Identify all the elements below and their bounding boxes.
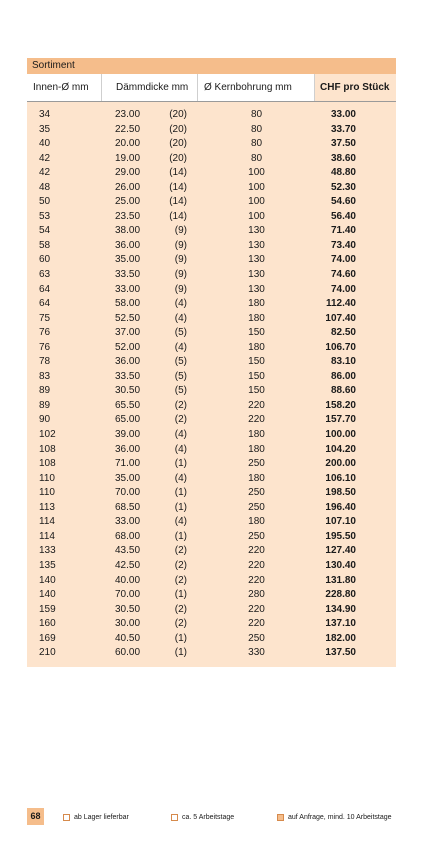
cell-price: 48.80 (330, 167, 356, 179)
cell-inner-diameter: 89 (39, 385, 51, 397)
cell-thickness: 52.00 (115, 341, 141, 353)
cell-inner-diameter: 133 (39, 545, 56, 557)
cell-core-bore: 80 (250, 152, 263, 164)
cell-pack-qty: (14) (169, 196, 187, 208)
cell-inner-diameter: 90 (39, 414, 51, 426)
cell-price: 71.40 (330, 225, 356, 237)
cell-thickness: 30.00 (115, 618, 141, 630)
cell-pack-qty: (4) (174, 516, 187, 528)
cell-core-bore: 220 (248, 399, 265, 411)
cell-pack-qty: (4) (174, 472, 187, 484)
cell-inner-diameter: 110 (39, 472, 55, 484)
cell-insulation (102, 559, 198, 574)
cell-insulation (102, 181, 198, 196)
cell-insulation (102, 210, 198, 225)
table-row (27, 312, 396, 327)
cell-core-bore: 280 (248, 589, 265, 601)
table-row (27, 530, 396, 545)
cell-insulation (102, 224, 198, 239)
cell-price: 38.60 (330, 152, 356, 164)
cell-insulation (102, 530, 198, 545)
table-header (27, 74, 396, 102)
cell-inner-diameter: 76 (39, 327, 51, 339)
cell-insulation (102, 413, 198, 428)
cell-core-bore: 250 (248, 458, 265, 470)
cell-thickness: 43.50 (115, 545, 141, 557)
cell-price: 52.30 (330, 181, 356, 193)
filled-square-icon (277, 814, 284, 821)
cell-core-bore: 100 (248, 210, 265, 222)
cell-pack-qty: (1) (174, 647, 187, 659)
cell-inner-diameter: 114 (39, 516, 55, 528)
cell-insulation (102, 166, 198, 181)
cell-insulation (102, 268, 198, 283)
cell-price: 158.20 (325, 399, 356, 411)
cell-price: 74.00 (330, 283, 356, 295)
table-row (27, 166, 396, 181)
cell-price: 56.40 (330, 210, 356, 222)
table-row (27, 457, 396, 472)
cell-price: 134.90 (325, 603, 356, 615)
table-row (27, 646, 396, 661)
cell-inner-diameter: 78 (39, 356, 51, 368)
table-row (27, 195, 396, 210)
cell-price: 157.70 (325, 414, 356, 426)
cell-pack-qty: (9) (174, 239, 187, 251)
table-row (27, 413, 396, 428)
cell-thickness: 19.00 (115, 152, 141, 164)
cell-insulation (102, 283, 198, 298)
cell-pack-qty: (5) (174, 385, 187, 397)
cell-core-bore: 180 (248, 443, 265, 455)
cell-thickness: 68.50 (115, 501, 141, 513)
table-row (27, 501, 396, 516)
cell-inner-diameter: 60 (39, 254, 51, 266)
cell-price: 37.50 (330, 138, 356, 150)
cell-price: 82.50 (330, 327, 356, 339)
cell-core-bore: 130 (248, 283, 265, 295)
cell-pack-qty: (9) (174, 269, 187, 281)
cell-thickness: 36.00 (115, 239, 141, 251)
cell-pack-qty: (5) (174, 356, 187, 368)
cell-price: 112.40 (325, 298, 356, 310)
table-row (27, 283, 396, 298)
cell-pack-qty: (2) (174, 574, 187, 586)
cell-insulation (102, 297, 198, 312)
cell-pack-qty: (20) (169, 123, 187, 135)
cell-price: 131.80 (325, 574, 356, 586)
cell-pack-qty: (9) (174, 225, 187, 237)
table-row (27, 370, 396, 385)
cell-inner-diameter: 34 (39, 109, 51, 120)
cell-inner-diameter: 40 (39, 138, 51, 150)
cell-inner-diameter: 210 (39, 647, 56, 659)
cell-price: 74.60 (330, 269, 356, 281)
table-row (27, 210, 396, 225)
table-row (27, 297, 396, 312)
table-row (27, 472, 396, 487)
table-row (27, 108, 396, 123)
empty-square-icon (171, 814, 178, 821)
cell-inner-diameter: 42 (39, 152, 51, 164)
page-number: 68 (27, 808, 44, 825)
cell-insulation (102, 632, 198, 647)
cell-price: 83.10 (330, 356, 356, 368)
cell-core-bore: 180 (248, 341, 265, 353)
table-row (27, 443, 396, 458)
table-row (27, 399, 396, 414)
cell-thickness: 23.00 (115, 109, 141, 120)
cell-pack-qty: (4) (174, 298, 187, 310)
cell-insulation (102, 108, 198, 123)
cell-pack-qty: (14) (169, 167, 187, 179)
table-row (27, 574, 396, 589)
table-row (27, 123, 396, 138)
cell-thickness: 60.00 (115, 647, 141, 659)
product-table (27, 58, 396, 667)
table-row (27, 239, 396, 254)
header-core-bore: Ø Kernbohrung mm (198, 74, 315, 101)
cell-insulation (102, 544, 198, 559)
cell-thickness: 40.50 (115, 632, 141, 644)
cell-pack-qty: (2) (174, 603, 187, 615)
cell-thickness: 33.00 (115, 283, 141, 295)
header-inner-diameter: Innen-Ø mm (27, 74, 102, 101)
cell-price: 130.40 (325, 559, 356, 571)
cell-inner-diameter: 113 (39, 501, 55, 513)
legend-five-days-label: ca. 5 Arbeitstage (182, 814, 235, 821)
cell-pack-qty: (1) (174, 589, 187, 601)
cell-price: 200.00 (325, 458, 356, 470)
cell-core-bore: 220 (248, 618, 265, 630)
cell-inner-diameter: 63 (39, 269, 51, 281)
cell-thickness: 36.00 (115, 356, 141, 368)
cell-inner-diameter: 108 (39, 458, 56, 470)
table-row (27, 253, 396, 268)
cell-price: 228.80 (325, 589, 356, 601)
table-row (27, 617, 396, 632)
cell-insulation (102, 486, 198, 501)
cell-core-bore: 150 (248, 370, 265, 382)
cell-price: 33.70 (330, 123, 356, 135)
header-insulation: Dämmdicke mm (102, 74, 198, 101)
cell-insulation (102, 195, 198, 210)
table-row (27, 152, 396, 167)
cell-price: 104.20 (325, 443, 356, 455)
cell-inner-diameter: 114 (39, 530, 55, 542)
cell-price: 137.50 (325, 647, 356, 659)
cell-thickness: 30.50 (115, 603, 141, 615)
cell-inner-diameter: 110 (39, 487, 55, 499)
cell-thickness: 39.00 (115, 429, 141, 441)
cell-price: 73.40 (330, 239, 356, 251)
cell-insulation (102, 341, 198, 356)
table-row (27, 355, 396, 370)
cell-thickness: 26.00 (115, 181, 141, 193)
cell-core-bore: 130 (248, 239, 265, 251)
legend-on-request-label: auf Anfrage, mind. 10 Arbeitstage (288, 814, 392, 821)
cell-inner-diameter: 169 (39, 632, 56, 644)
cell-insulation (102, 370, 198, 385)
cell-core-bore: 130 (248, 269, 265, 281)
cell-core-bore: 220 (248, 574, 265, 586)
empty-square-icon (63, 814, 70, 821)
cell-core-bore: 220 (248, 559, 265, 571)
cell-pack-qty: (5) (174, 370, 187, 382)
cell-pack-qty: (14) (169, 210, 187, 222)
cell-insulation (102, 574, 198, 589)
cell-core-bore: 250 (248, 501, 265, 513)
cell-price: 86.00 (330, 370, 356, 382)
cell-inner-diameter: 58 (39, 239, 51, 251)
table-row (27, 588, 396, 603)
cell-price: 54.60 (330, 196, 356, 208)
cell-pack-qty: (1) (174, 530, 187, 542)
cell-pack-qty: (1) (174, 458, 187, 470)
cell-insulation (102, 239, 198, 254)
cell-insulation (102, 326, 198, 341)
cell-pack-qty: (4) (174, 429, 187, 441)
cell-thickness: 29.00 (115, 167, 141, 179)
cell-pack-qty: (20) (169, 109, 187, 120)
cell-inner-diameter: 35 (39, 123, 51, 135)
cell-inner-diameter: 54 (39, 225, 51, 237)
cell-core-bore: 220 (248, 414, 265, 426)
cell-insulation (102, 137, 198, 152)
cell-inner-diameter: 108 (39, 443, 56, 455)
cell-core-bore: 130 (248, 254, 265, 266)
cell-inner-diameter: 102 (39, 429, 56, 441)
cell-insulation (102, 428, 198, 443)
cell-pack-qty: (5) (174, 327, 187, 339)
cell-pack-qty: (20) (169, 138, 187, 150)
cell-thickness: 33.00 (115, 516, 141, 528)
cell-insulation (102, 457, 198, 472)
table-row (27, 224, 396, 239)
cell-thickness: 33.50 (115, 370, 141, 382)
table-row (27, 428, 396, 443)
cell-insulation (102, 399, 198, 414)
table-row (27, 268, 396, 283)
cell-thickness: 25.00 (115, 196, 141, 208)
cell-pack-qty: (9) (174, 254, 187, 266)
table-body (27, 102, 396, 667)
cell-pack-qty: (4) (174, 341, 187, 353)
cell-pack-qty: (2) (174, 618, 187, 630)
cell-core-bore: 220 (248, 545, 265, 557)
cell-inner-diameter: 159 (39, 603, 56, 615)
cell-core-bore: 150 (248, 385, 265, 397)
cell-core-bore: 250 (248, 487, 265, 499)
cell-pack-qty: (14) (169, 181, 187, 193)
cell-core-bore: 80 (250, 123, 263, 135)
cell-inner-diameter: 135 (39, 559, 56, 571)
cell-thickness: 35.00 (115, 472, 141, 484)
cell-pack-qty: (2) (174, 414, 187, 426)
cell-thickness: 35.00 (115, 254, 141, 266)
cell-inner-diameter: 160 (39, 618, 56, 630)
cell-pack-qty: (1) (174, 487, 187, 499)
cell-price: 107.40 (325, 312, 356, 324)
cell-inner-diameter: 83 (39, 370, 51, 382)
table-row (27, 326, 396, 341)
legend-five-days (171, 814, 234, 821)
cell-price: 88.60 (330, 385, 356, 397)
cell-thickness: 70.00 (115, 589, 141, 601)
cell-core-bore: 150 (248, 356, 265, 368)
cell-core-bore: 180 (248, 312, 265, 324)
cell-core-bore: 220 (248, 603, 265, 615)
cell-thickness: 71.00 (115, 458, 141, 470)
cell-core-bore: 180 (248, 429, 265, 441)
table-row (27, 603, 396, 618)
legend-on-request (277, 814, 392, 821)
cell-core-bore: 150 (248, 327, 265, 339)
cell-core-bore: 80 (250, 138, 263, 150)
cell-thickness: 65.00 (115, 414, 141, 426)
cell-pack-qty: (9) (174, 283, 187, 295)
cell-pack-qty: (2) (174, 559, 187, 571)
cell-insulation (102, 152, 198, 167)
cell-inner-diameter: 48 (39, 181, 51, 193)
cell-insulation (102, 312, 198, 327)
cell-pack-qty: (4) (174, 443, 187, 455)
cell-thickness: 33.50 (115, 269, 141, 281)
cell-insulation (102, 472, 198, 487)
cell-thickness: 23.50 (115, 210, 141, 222)
cell-core-bore: 100 (248, 181, 265, 193)
table-row (27, 559, 396, 574)
cell-thickness: 38.00 (115, 225, 141, 237)
cell-inner-diameter: 89 (39, 399, 51, 411)
cell-price: 196.40 (325, 501, 356, 513)
cell-price: 107.10 (325, 516, 356, 528)
cell-insulation (102, 603, 198, 618)
section-title: Sortiment (27, 58, 396, 74)
cell-core-bore: 330 (248, 647, 265, 659)
cell-core-bore: 100 (248, 196, 265, 208)
cell-insulation (102, 515, 198, 530)
legend-stock-label: ab Lager lieferbar (74, 814, 129, 821)
table-row (27, 181, 396, 196)
cell-thickness: 30.50 (115, 385, 141, 397)
cell-thickness: 20.00 (115, 138, 141, 150)
legend-stock (63, 814, 129, 821)
table-row (27, 137, 396, 152)
cell-inner-diameter: 140 (39, 574, 56, 586)
cell-core-bore: 180 (248, 298, 265, 310)
table-row (27, 486, 396, 501)
cell-pack-qty: (1) (174, 632, 187, 644)
cell-thickness: 52.50 (115, 312, 141, 324)
table-row (27, 515, 396, 530)
cell-pack-qty: (1) (174, 501, 187, 513)
cell-inner-diameter: 140 (39, 589, 56, 601)
cell-inner-diameter: 42 (39, 167, 51, 179)
cell-insulation (102, 501, 198, 516)
cell-insulation (102, 646, 198, 661)
cell-insulation (102, 384, 198, 399)
cell-price: 182.00 (325, 632, 356, 644)
cell-thickness: 37.00 (115, 327, 141, 339)
cell-inner-diameter: 75 (39, 312, 51, 324)
cell-price: 195.50 (325, 530, 356, 542)
cell-price: 198.50 (325, 487, 356, 499)
cell-insulation (102, 123, 198, 138)
cell-thickness: 40.00 (115, 574, 141, 586)
cell-price: 127.40 (325, 545, 356, 557)
cell-insulation (102, 617, 198, 632)
cell-price: 33.00 (330, 109, 356, 120)
cell-thickness: 65.50 (115, 399, 141, 411)
cell-price: 100.00 (325, 429, 356, 441)
cell-thickness: 42.50 (115, 559, 141, 571)
cell-thickness: 36.00 (115, 443, 141, 455)
cell-pack-qty: (2) (174, 545, 187, 557)
cell-pack-qty: (20) (169, 152, 187, 164)
cell-pack-qty: (2) (174, 399, 187, 411)
cell-core-bore: 250 (248, 530, 265, 542)
table-row (27, 632, 396, 647)
table-row (27, 341, 396, 356)
cell-inner-diameter: 64 (39, 283, 51, 295)
cell-inner-diameter: 53 (39, 210, 51, 222)
cell-insulation (102, 355, 198, 370)
cell-core-bore: 100 (248, 167, 265, 179)
cell-thickness: 68.00 (115, 530, 141, 542)
cell-insulation (102, 253, 198, 268)
cell-core-bore: 180 (248, 516, 265, 528)
table-row (27, 384, 396, 399)
cell-inner-diameter: 50 (39, 196, 51, 208)
cell-price: 106.10 (325, 472, 356, 484)
cell-inner-diameter: 76 (39, 341, 51, 353)
cell-inner-diameter: 64 (39, 298, 51, 310)
cell-insulation (102, 588, 198, 603)
cell-insulation (102, 443, 198, 458)
cell-thickness: 58.00 (115, 298, 141, 310)
cell-core-bore: 130 (248, 225, 265, 237)
cell-thickness: 22.50 (115, 123, 141, 135)
table-row (27, 544, 396, 559)
cell-thickness: 70.00 (115, 487, 141, 499)
header-price: CHF pro Stück (315, 74, 396, 101)
cell-price: 137.10 (325, 618, 356, 630)
cell-core-bore: 180 (248, 472, 265, 484)
cell-core-bore: 80 (250, 109, 263, 120)
cell-price: 74.00 (330, 254, 356, 266)
cell-core-bore: 250 (248, 632, 265, 644)
cell-price: 106.70 (325, 341, 356, 353)
cell-pack-qty: (4) (174, 312, 187, 324)
